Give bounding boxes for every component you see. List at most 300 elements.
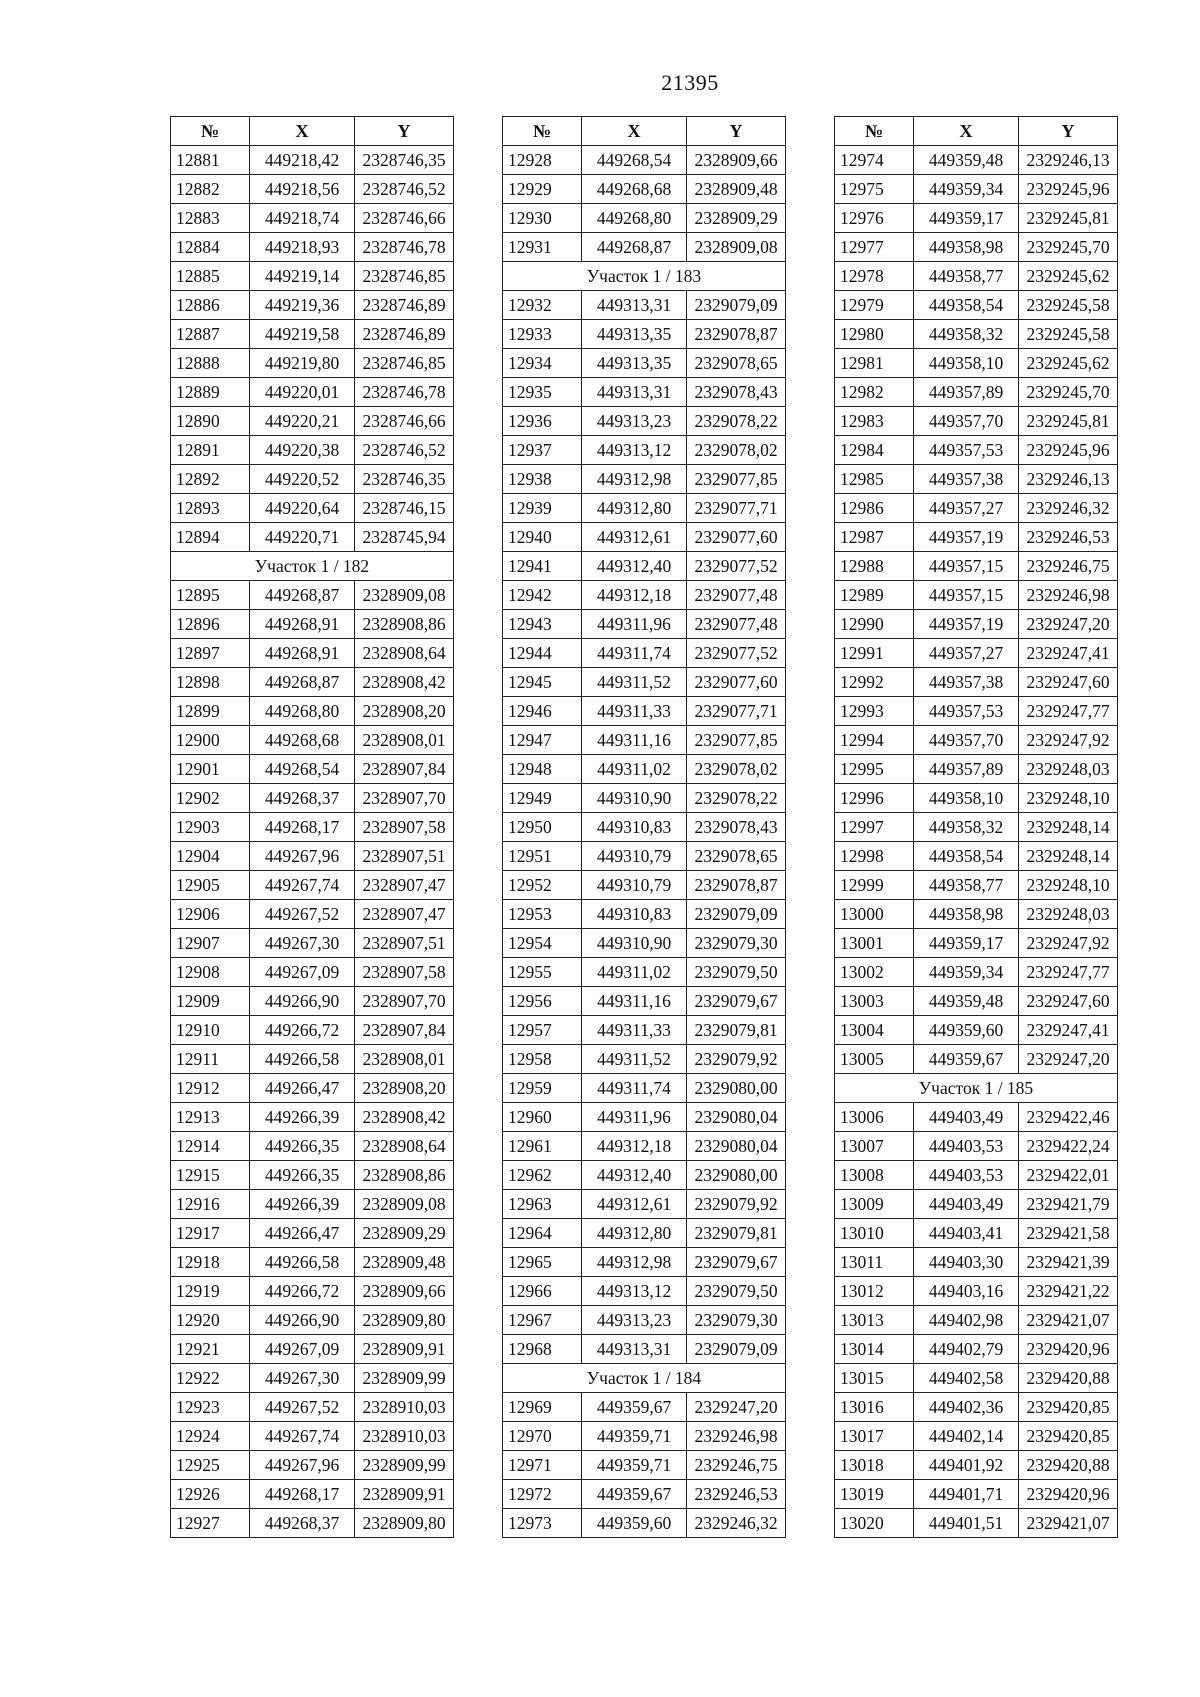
- point-number-cell: 12912: [171, 1074, 250, 1103]
- table-row: [835, 465, 1118, 494]
- table-row: [171, 378, 454, 407]
- table-row: [503, 1480, 786, 1509]
- y-coordinate-cell: 2329077,52: [687, 552, 786, 581]
- table-row: [835, 1364, 1118, 1393]
- x-coordinate-cell: 449312,18: [582, 1132, 687, 1161]
- table-row: [835, 523, 1118, 552]
- x-coordinate-cell: 449311,33: [582, 697, 687, 726]
- table-row: [503, 291, 786, 320]
- table-row: [171, 668, 454, 697]
- point-number-cell: 13013: [835, 1306, 914, 1335]
- point-number-cell: 12897: [171, 639, 250, 668]
- table-row: [835, 929, 1118, 958]
- table-row: [835, 1480, 1118, 1509]
- y-coordinate-cell: 2328909,80: [355, 1306, 454, 1335]
- point-number-cell: 12942: [503, 581, 582, 610]
- point-number-cell: 12974: [835, 146, 914, 175]
- table-row: [503, 1306, 786, 1335]
- table-row: [835, 146, 1118, 175]
- y-coordinate-cell: 2329078,22: [687, 784, 786, 813]
- y-coordinate-cell: 2329077,60: [687, 668, 786, 697]
- y-coordinate-cell: 2328910,03: [355, 1422, 454, 1451]
- x-coordinate-cell: 449359,71: [582, 1422, 687, 1451]
- x-coordinate-cell: 449357,15: [914, 581, 1019, 610]
- table-row: [171, 175, 454, 204]
- y-coordinate-cell: 2329245,81: [1019, 407, 1118, 436]
- x-coordinate-cell: 449218,74: [250, 204, 355, 233]
- point-number-cell: 13000: [835, 900, 914, 929]
- point-number-cell: 12954: [503, 929, 582, 958]
- x-coordinate-cell: 449311,33: [582, 1016, 687, 1045]
- table-row: [171, 1016, 454, 1045]
- y-coordinate-cell: 2329246,98: [1019, 581, 1118, 610]
- y-coordinate-cell: 2328746,66: [355, 204, 454, 233]
- table-row: [835, 320, 1118, 349]
- table-row: [835, 1161, 1118, 1190]
- point-number-cell: 12932: [503, 291, 582, 320]
- table-row: [171, 1451, 454, 1480]
- y-coordinate-cell: 2329079,30: [687, 929, 786, 958]
- point-number-cell: 12928: [503, 146, 582, 175]
- point-number-cell: 12964: [503, 1219, 582, 1248]
- y-coordinate-cell: 2329420,85: [1019, 1422, 1118, 1451]
- y-coordinate-cell: 2329421,07: [1019, 1509, 1118, 1538]
- x-coordinate-cell: 449357,70: [914, 726, 1019, 755]
- point-number-cell: 12965: [503, 1248, 582, 1277]
- y-coordinate-cell: 2329421,39: [1019, 1248, 1118, 1277]
- y-coordinate-cell: 2328907,84: [355, 1016, 454, 1045]
- y-coordinate-cell: 2329422,01: [1019, 1161, 1118, 1190]
- point-number-cell: 12903: [171, 813, 250, 842]
- x-coordinate-cell: 449311,74: [582, 639, 687, 668]
- x-coordinate-cell: 449310,90: [582, 929, 687, 958]
- point-number-cell: 12909: [171, 987, 250, 1016]
- x-coordinate-cell: 449358,54: [914, 291, 1019, 320]
- y-coordinate-cell: 2328907,70: [355, 987, 454, 1016]
- point-number-cell: 12998: [835, 842, 914, 871]
- table-row: [171, 1190, 454, 1219]
- y-coordinate-cell: 2328746,85: [355, 262, 454, 291]
- point-number-cell: 12938: [503, 465, 582, 494]
- y-coordinate-cell: 2329421,58: [1019, 1219, 1118, 1248]
- point-number-cell: 12888: [171, 349, 250, 378]
- table-row: [503, 639, 786, 668]
- table-row: [503, 871, 786, 900]
- table-row: [503, 1103, 786, 1132]
- x-coordinate-cell: 449313,31: [582, 291, 687, 320]
- x-coordinate-cell: 449359,71: [582, 1451, 687, 1480]
- point-number-cell: 12971: [503, 1451, 582, 1480]
- table-row: [171, 610, 454, 639]
- section-row: [503, 262, 786, 291]
- section-heading: Участок 1 / 183: [503, 262, 786, 291]
- y-coordinate-cell: 2329420,96: [1019, 1335, 1118, 1364]
- x-coordinate-cell: 449312,61: [582, 523, 687, 552]
- y-coordinate-cell: 2329079,50: [687, 1277, 786, 1306]
- x-coordinate-cell: 449357,38: [914, 465, 1019, 494]
- table-row: [503, 1190, 786, 1219]
- point-number-cell: 12908: [171, 958, 250, 987]
- y-coordinate-cell: 2329247,77: [1019, 697, 1118, 726]
- y-coordinate-cell: 2329079,81: [687, 1219, 786, 1248]
- point-number-cell: 12915: [171, 1161, 250, 1190]
- point-number-cell: 12931: [503, 233, 582, 262]
- y-coordinate-cell: 2329078,22: [687, 407, 786, 436]
- table-row: [835, 1132, 1118, 1161]
- point-number-cell: 12922: [171, 1364, 250, 1393]
- y-coordinate-cell: 2328907,47: [355, 871, 454, 900]
- x-coordinate-cell: 449268,87: [250, 581, 355, 610]
- y-coordinate-cell: 2328908,42: [355, 1103, 454, 1132]
- table-row: [835, 900, 1118, 929]
- y-coordinate-cell: 2329248,10: [1019, 784, 1118, 813]
- table-row: [171, 697, 454, 726]
- point-number-cell: 12895: [171, 581, 250, 610]
- y-coordinate-cell: 2328909,48: [355, 1248, 454, 1277]
- x-coordinate-cell: 449220,38: [250, 436, 355, 465]
- y-coordinate-cell: 2328907,51: [355, 842, 454, 871]
- x-coordinate-cell: 449359,67: [914, 1045, 1019, 1074]
- y-coordinate-cell: 2329077,48: [687, 581, 786, 610]
- point-number-cell: 12972: [503, 1480, 582, 1509]
- point-number-cell: 12992: [835, 668, 914, 697]
- point-number-cell: 12948: [503, 755, 582, 784]
- x-coordinate-cell: 449268,87: [250, 668, 355, 697]
- point-number-cell: 12981: [835, 349, 914, 378]
- y-coordinate-cell: 2329245,70: [1019, 378, 1118, 407]
- point-number-cell: 12973: [503, 1509, 582, 1538]
- y-coordinate-cell: 2329080,04: [687, 1132, 786, 1161]
- x-coordinate-cell: 449311,02: [582, 958, 687, 987]
- point-number-cell: 13009: [835, 1190, 914, 1219]
- table-row: [503, 784, 786, 813]
- y-coordinate-cell: 2329078,65: [687, 349, 786, 378]
- point-number-cell: 12968: [503, 1335, 582, 1364]
- x-coordinate-cell: 449218,56: [250, 175, 355, 204]
- y-coordinate-cell: 2329247,41: [1019, 1016, 1118, 1045]
- y-coordinate-cell: 2329247,60: [1019, 987, 1118, 1016]
- x-coordinate-cell: 449220,21: [250, 407, 355, 436]
- table-row: [171, 465, 454, 494]
- y-coordinate-cell: 2329079,50: [687, 958, 786, 987]
- table-row: [835, 1306, 1118, 1335]
- point-number-cell: 12913: [171, 1103, 250, 1132]
- table-header-row: [171, 117, 454, 146]
- point-number-cell: 12919: [171, 1277, 250, 1306]
- point-number-cell: 12894: [171, 523, 250, 552]
- y-coordinate-cell: 2328909,29: [687, 204, 786, 233]
- table-row: [835, 987, 1118, 1016]
- point-number-cell: 12993: [835, 697, 914, 726]
- y-coordinate-cell: 2329420,85: [1019, 1393, 1118, 1422]
- table-row: [503, 1219, 786, 1248]
- table-row: [171, 204, 454, 233]
- table-row: [503, 697, 786, 726]
- point-number-cell: 13004: [835, 1016, 914, 1045]
- x-coordinate-cell: 449357,70: [914, 407, 1019, 436]
- point-number-cell: 13014: [835, 1335, 914, 1364]
- point-number-cell: 12941: [503, 552, 582, 581]
- y-coordinate-cell: 2328746,15: [355, 494, 454, 523]
- table-row: [835, 552, 1118, 581]
- y-coordinate-cell: 2328908,01: [355, 1045, 454, 1074]
- y-coordinate-cell: 2329246,53: [687, 1480, 786, 1509]
- x-coordinate-cell: 449311,02: [582, 755, 687, 784]
- table-row: [503, 900, 786, 929]
- point-number-cell: 12901: [171, 755, 250, 784]
- y-coordinate-cell: 2328908,42: [355, 668, 454, 697]
- y-coordinate-cell: 2329078,65: [687, 842, 786, 871]
- x-coordinate-cell: 449311,74: [582, 1074, 687, 1103]
- x-coordinate-cell: 449267,52: [250, 900, 355, 929]
- table-row: [171, 929, 454, 958]
- table-row: [835, 233, 1118, 262]
- y-coordinate-cell: 2328746,89: [355, 291, 454, 320]
- y-coordinate-cell: 2328745,94: [355, 523, 454, 552]
- table-row: [503, 523, 786, 552]
- x-coordinate-cell: 449219,36: [250, 291, 355, 320]
- column-header-number: №: [503, 117, 582, 146]
- x-coordinate-cell: 449219,58: [250, 320, 355, 349]
- table-body: [835, 146, 1118, 1538]
- point-number-cell: 12983: [835, 407, 914, 436]
- point-number-cell: 12930: [503, 204, 582, 233]
- table-row: [171, 1335, 454, 1364]
- y-coordinate-cell: 2329420,88: [1019, 1451, 1118, 1480]
- y-coordinate-cell: 2328907,70: [355, 784, 454, 813]
- point-number-cell: 12979: [835, 291, 914, 320]
- table-row: [835, 1219, 1118, 1248]
- x-coordinate-cell: 449402,79: [914, 1335, 1019, 1364]
- x-coordinate-cell: 449268,37: [250, 1509, 355, 1538]
- table-row: [171, 581, 454, 610]
- point-number-cell: 13016: [835, 1393, 914, 1422]
- point-number-cell: 13002: [835, 958, 914, 987]
- point-number-cell: 13015: [835, 1364, 914, 1393]
- x-coordinate-cell: 449313,35: [582, 320, 687, 349]
- y-coordinate-cell: 2329077,85: [687, 465, 786, 494]
- point-number-cell: 12949: [503, 784, 582, 813]
- y-coordinate-cell: 2329246,75: [687, 1451, 786, 1480]
- table-row: [503, 1074, 786, 1103]
- table-row: [503, 1422, 786, 1451]
- x-coordinate-cell: 449312,40: [582, 1161, 687, 1190]
- coordinate-table-1: [170, 116, 454, 1538]
- x-coordinate-cell: 449310,83: [582, 813, 687, 842]
- x-coordinate-cell: 449268,68: [250, 726, 355, 755]
- table-row: [835, 1016, 1118, 1045]
- x-coordinate-cell: 449268,80: [582, 204, 687, 233]
- point-number-cell: 12918: [171, 1248, 250, 1277]
- table-row: [835, 349, 1118, 378]
- table-row: [503, 668, 786, 697]
- x-coordinate-cell: 449313,23: [582, 407, 687, 436]
- table-row: [171, 900, 454, 929]
- x-coordinate-cell: 449403,41: [914, 1219, 1019, 1248]
- x-coordinate-cell: 449312,61: [582, 1190, 687, 1219]
- y-coordinate-cell: 2329247,60: [1019, 668, 1118, 697]
- x-coordinate-cell: 449267,74: [250, 1422, 355, 1451]
- table-row: [503, 1016, 786, 1045]
- x-coordinate-cell: 449359,17: [914, 204, 1019, 233]
- table-row: [171, 1161, 454, 1190]
- point-number-cell: 12907: [171, 929, 250, 958]
- table-row: [503, 494, 786, 523]
- y-coordinate-cell: 2328908,64: [355, 639, 454, 668]
- point-number-cell: 12950: [503, 813, 582, 842]
- x-coordinate-cell: 449268,91: [250, 639, 355, 668]
- x-coordinate-cell: 449403,53: [914, 1132, 1019, 1161]
- table-row: [503, 1132, 786, 1161]
- x-coordinate-cell: 449358,98: [914, 900, 1019, 929]
- x-coordinate-cell: 449359,17: [914, 929, 1019, 958]
- point-number-cell: 13020: [835, 1509, 914, 1538]
- x-coordinate-cell: 449311,96: [582, 610, 687, 639]
- section-heading: Участок 1 / 184: [503, 1364, 786, 1393]
- x-coordinate-cell: 449268,68: [582, 175, 687, 204]
- x-coordinate-cell: 449312,98: [582, 465, 687, 494]
- x-coordinate-cell: 449220,64: [250, 494, 355, 523]
- table-row: [503, 1045, 786, 1074]
- x-coordinate-cell: 449266,72: [250, 1016, 355, 1045]
- x-coordinate-cell: 449313,35: [582, 349, 687, 378]
- table-row: [171, 1219, 454, 1248]
- point-number-cell: 12976: [835, 204, 914, 233]
- y-coordinate-cell: 2329079,09: [687, 291, 786, 320]
- point-number-cell: 12980: [835, 320, 914, 349]
- x-coordinate-cell: 449267,09: [250, 958, 355, 987]
- x-coordinate-cell: 449220,52: [250, 465, 355, 494]
- y-coordinate-cell: 2329247,77: [1019, 958, 1118, 987]
- table-row: [503, 320, 786, 349]
- y-coordinate-cell: 2328908,86: [355, 610, 454, 639]
- table-row: [503, 436, 786, 465]
- point-number-cell: 13018: [835, 1451, 914, 1480]
- x-coordinate-cell: 449266,58: [250, 1248, 355, 1277]
- x-coordinate-cell: 449357,53: [914, 436, 1019, 465]
- point-number-cell: 12899: [171, 697, 250, 726]
- y-coordinate-cell: 2328909,80: [355, 1509, 454, 1538]
- x-coordinate-cell: 449312,80: [582, 1219, 687, 1248]
- table-row: [835, 1190, 1118, 1219]
- point-number-cell: 12934: [503, 349, 582, 378]
- y-coordinate-cell: 2328746,35: [355, 146, 454, 175]
- table-row: [835, 755, 1118, 784]
- y-coordinate-cell: 2328909,08: [355, 581, 454, 610]
- x-coordinate-cell: 449401,92: [914, 1451, 1019, 1480]
- x-coordinate-cell: 449267,52: [250, 1393, 355, 1422]
- table-row: [835, 1422, 1118, 1451]
- table-row: [503, 233, 786, 262]
- y-coordinate-cell: 2329248,14: [1019, 813, 1118, 842]
- x-coordinate-cell: 449311,16: [582, 987, 687, 1016]
- x-coordinate-cell: 449402,58: [914, 1364, 1019, 1393]
- point-number-cell: 12945: [503, 668, 582, 697]
- table-row: [503, 1161, 786, 1190]
- y-coordinate-cell: 2329078,87: [687, 320, 786, 349]
- x-coordinate-cell: 449358,77: [914, 262, 1019, 291]
- point-number-cell: 12987: [835, 523, 914, 552]
- column-header-x: X: [582, 117, 687, 146]
- table-row: [171, 1393, 454, 1422]
- y-coordinate-cell: 2329246,13: [1019, 146, 1118, 175]
- y-coordinate-cell: 2329079,92: [687, 1190, 786, 1219]
- coordinate-table-3: [834, 116, 1118, 1538]
- table-row: [171, 987, 454, 1016]
- x-coordinate-cell: 449403,30: [914, 1248, 1019, 1277]
- y-coordinate-cell: 2328908,86: [355, 1161, 454, 1190]
- point-number-cell: 12985: [835, 465, 914, 494]
- x-coordinate-cell: 449403,16: [914, 1277, 1019, 1306]
- y-coordinate-cell: 2328907,47: [355, 900, 454, 929]
- y-coordinate-cell: 2329078,02: [687, 436, 786, 465]
- y-coordinate-cell: 2329421,79: [1019, 1190, 1118, 1219]
- table-row: [503, 929, 786, 958]
- x-coordinate-cell: 449267,96: [250, 1451, 355, 1480]
- x-coordinate-cell: 449358,32: [914, 320, 1019, 349]
- point-number-cell: 12996: [835, 784, 914, 813]
- point-number-cell: 12963: [503, 1190, 582, 1219]
- x-coordinate-cell: 449312,98: [582, 1248, 687, 1277]
- table-row: [503, 1335, 786, 1364]
- y-coordinate-cell: 2329247,41: [1019, 639, 1118, 668]
- column-header-y: Y: [1019, 117, 1118, 146]
- x-coordinate-cell: 449357,15: [914, 552, 1019, 581]
- y-coordinate-cell: 2329248,14: [1019, 842, 1118, 871]
- table-row: [171, 320, 454, 349]
- table-row: [835, 1393, 1118, 1422]
- point-number-cell: 12882: [171, 175, 250, 204]
- y-coordinate-cell: 2329079,92: [687, 1045, 786, 1074]
- x-coordinate-cell: 449312,18: [582, 581, 687, 610]
- x-coordinate-cell: 449359,48: [914, 987, 1019, 1016]
- y-coordinate-cell: 2328907,58: [355, 958, 454, 987]
- x-coordinate-cell: 449359,34: [914, 175, 1019, 204]
- table-row: [835, 726, 1118, 755]
- y-coordinate-cell: 2328909,29: [355, 1219, 454, 1248]
- table-row: [171, 146, 454, 175]
- y-coordinate-cell: 2328908,20: [355, 697, 454, 726]
- table-row: [171, 1422, 454, 1451]
- x-coordinate-cell: 449268,54: [582, 146, 687, 175]
- x-coordinate-cell: 449357,89: [914, 378, 1019, 407]
- point-number-cell: 12958: [503, 1045, 582, 1074]
- point-number-cell: 12947: [503, 726, 582, 755]
- point-number-cell: 12893: [171, 494, 250, 523]
- table-row: [503, 958, 786, 987]
- table-row: [503, 1393, 786, 1422]
- table-row: [503, 987, 786, 1016]
- table-row: [171, 233, 454, 262]
- page-number: 21395: [661, 70, 719, 95]
- section-heading: Участок 1 / 182: [171, 552, 454, 581]
- point-number-cell: 12935: [503, 378, 582, 407]
- point-number-cell: 13019: [835, 1480, 914, 1509]
- x-coordinate-cell: 449310,79: [582, 871, 687, 900]
- y-coordinate-cell: 2329245,96: [1019, 175, 1118, 204]
- table-row: [171, 494, 454, 523]
- point-number-cell: 12961: [503, 1132, 582, 1161]
- table-row: [171, 1248, 454, 1277]
- point-number-cell: 12884: [171, 233, 250, 262]
- y-coordinate-cell: 2328907,84: [355, 755, 454, 784]
- x-coordinate-cell: 449311,52: [582, 1045, 687, 1074]
- x-coordinate-cell: 449357,38: [914, 668, 1019, 697]
- point-number-cell: 13012: [835, 1277, 914, 1306]
- x-coordinate-cell: 449313,31: [582, 378, 687, 407]
- y-coordinate-cell: 2328908,64: [355, 1132, 454, 1161]
- y-coordinate-cell: 2329077,60: [687, 523, 786, 552]
